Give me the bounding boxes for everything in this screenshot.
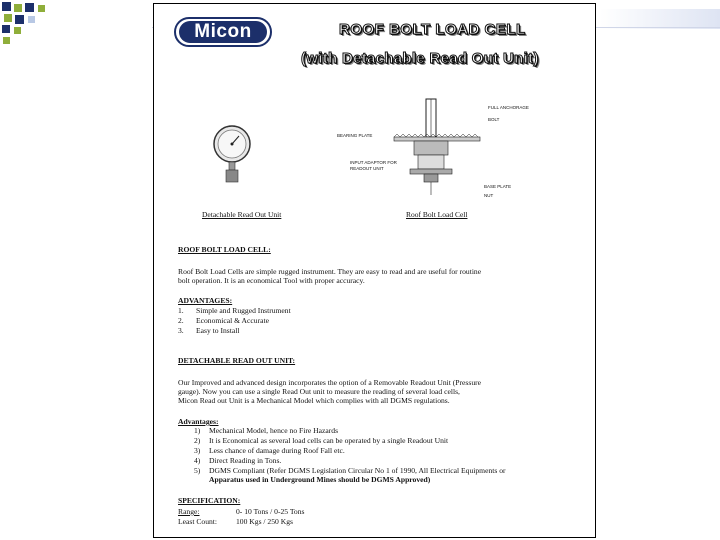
label-bolt: BOLT <box>488 117 500 122</box>
label-input-adaptor-1: INPUT ADAPTOR FOR <box>350 160 397 165</box>
pressure-gauge-illustration <box>212 124 252 186</box>
micon-logo <box>174 17 272 47</box>
logo-text: Micon <box>179 21 267 43</box>
label-full-anchorage: FULL ANCHORAGE <box>488 105 529 110</box>
label-bearing-plate: BEARING PLATE <box>337 133 373 138</box>
section-text-line: Our Improved and advanced design incorporates the option of a Removable Readout Unit (Pressure <box>178 378 482 387</box>
deco-square <box>14 4 22 12</box>
deco-square <box>25 3 34 12</box>
list-item-number: 4) <box>194 456 201 465</box>
document-page <box>153 3 596 538</box>
section-text-line: Micon Read out Unit is a Mechanical Model which complies with all DGMS regulations. <box>178 396 450 405</box>
list-item: Economical & Accurate <box>196 316 269 325</box>
label-input-adaptor-2: READOUT UNIT <box>350 166 384 171</box>
list-item-number: 3) <box>194 446 201 455</box>
deco-square <box>38 5 45 12</box>
spec-range-value: 0- 10 Tons / 0-25 Tons <box>236 507 305 516</box>
section-heading-advantages-2: Advantages: <box>178 417 219 426</box>
list-item-number: 3. <box>178 326 184 335</box>
label-base-plate: BASE PLATE <box>484 184 512 189</box>
list-item: Direct Reading in Tons. <box>209 456 282 465</box>
title-line-2: (with Detachable Read Out Unit) <box>301 50 539 67</box>
deco-square <box>14 27 21 34</box>
list-item: It is Economical as several load cells can be operated by a single Readout Unit <box>209 436 449 445</box>
section-heading-advantages: ADVANTAGES: <box>178 296 233 305</box>
spec-least-count-value: 100 Kgs / 250 Kgs <box>236 517 293 526</box>
title-line-1: ROOF BOLT LOAD CELL <box>339 21 526 38</box>
deco-square <box>2 25 10 33</box>
list-item: Mechanical Model, hence no Fire Hazards <box>209 426 339 435</box>
section-text-line: bolt operation. It is an economical Tool with proper accuracy. <box>178 276 365 285</box>
section-text-line: gauge). Now you can use a single Read Out unit to measure the reading of several load cells, <box>178 387 460 396</box>
label-nut: NUT <box>484 193 494 198</box>
list-item-number: 2. <box>178 316 184 325</box>
list-item: DGMS Compliant (Refer DGMS Legislation Circular No 1 of 1990, All Electrical Equipments or <box>209 466 506 475</box>
section-text-line: Roof Bolt Load Cells are simple rugged instrument. They are easy to read and are useful for routine <box>178 267 482 276</box>
spec-range-label: Range: <box>178 507 200 516</box>
deco-square <box>4 14 12 22</box>
load-cell-diagram <box>392 97 492 197</box>
section-heading-specification: SPECIFICATION: <box>178 496 241 505</box>
list-item: Simple and Rugged Instrument <box>196 306 291 315</box>
list-item-number: 2) <box>194 436 201 445</box>
list-item: Apparatus used in Underground Mines should be DGMS Approved) <box>209 475 431 484</box>
gauge-caption: Detachable Read Out Unit <box>202 210 282 219</box>
list-item-number: 1) <box>194 426 201 435</box>
deco-square <box>28 16 35 23</box>
deco-square <box>2 2 11 11</box>
list-item-number: 5) <box>194 466 201 475</box>
deco-square <box>3 37 10 44</box>
section-heading-roof-bolt: ROOF BOLT LOAD CELL: <box>178 245 271 254</box>
section-heading-readout: DETACHABLE READ OUT UNIT: <box>178 356 296 365</box>
list-item: Easy to Install <box>196 326 240 335</box>
deco-square <box>15 15 24 24</box>
deco-gradient-bar <box>600 9 720 29</box>
list-item-number: 1. <box>178 306 184 315</box>
spec-least-count-label: Least Count: <box>178 517 218 526</box>
list-item: Less chance of damage during Roof Fall etc. <box>209 446 345 455</box>
load-cell-caption: Roof Bolt Load Cell <box>406 210 468 219</box>
